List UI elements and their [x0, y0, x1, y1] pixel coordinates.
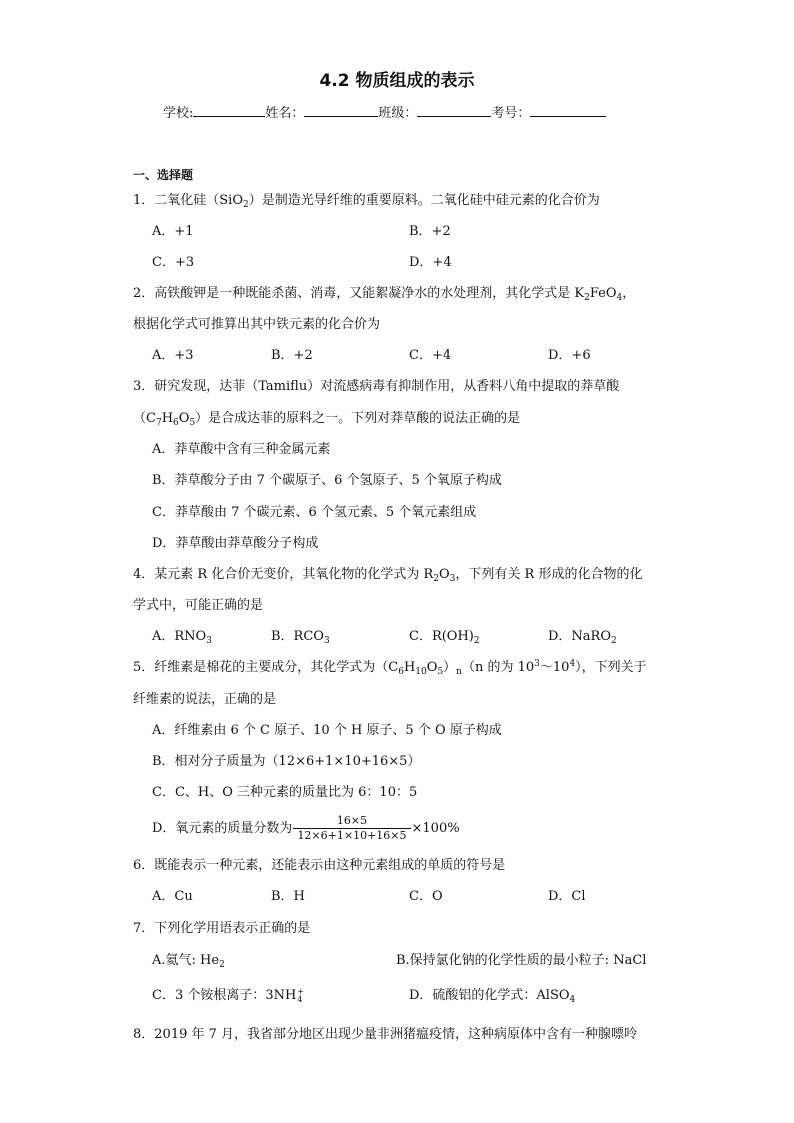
q4-sub2: 3	[449, 574, 456, 584]
q4-text: 4．某元素 R 化合价无变价，其氧化物的化学式为 R	[133, 567, 434, 582]
q7-a-text: A.氦气: He	[152, 953, 220, 968]
q6-option-d[interactable]: D．Cl	[548, 889, 586, 904]
q2-comma: ，	[622, 286, 636, 301]
question-7-stem: 7．下列化学用语表示正确的是	[133, 921, 311, 936]
q1-option-c[interactable]: C．+3	[152, 255, 195, 270]
q5-text: 5．纤维素是棉花的主要成分，其化学式为（C	[133, 660, 399, 675]
mass-fraction	[293, 814, 410, 843]
question-1-stem	[133, 192, 600, 210]
q5-option-d[interactable]	[152, 812, 460, 846]
q1-option-a[interactable]: A．+1	[152, 224, 194, 239]
q1-subscript: 2	[243, 200, 249, 210]
question-3-stem-line2	[133, 410, 520, 428]
q5-h: H	[403, 660, 416, 675]
q3-text: （C	[133, 411, 156, 426]
q3-sub2: 6	[173, 418, 179, 428]
q4-c-sub: 2	[473, 636, 480, 646]
q4-o: O	[438, 567, 450, 582]
q7-option-d[interactable]	[409, 987, 575, 1005]
q4-text-end: ，下列有关 R 形成的化合物的化	[455, 567, 643, 582]
q5-sub3: 5	[437, 667, 444, 677]
q4-option-c[interactable]	[409, 628, 480, 646]
q5-d-text: D．氧元素的质量分数为	[152, 821, 293, 836]
q1-option-b[interactable]: B．+2	[409, 224, 451, 239]
q5-o: O	[426, 660, 438, 675]
q4-a-text: A．RNO	[152, 629, 207, 644]
q5-option-a[interactable]: A．纤维素由 6 个 C 原子、10 个 H 原子、5 个 O 原子构成	[152, 723, 502, 738]
q3-option-a[interactable]: A．莽草酸中含有三种金属元素	[152, 442, 331, 457]
q3-sub1: 7	[155, 418, 162, 428]
school-blank[interactable]	[193, 103, 265, 117]
q3-h: H	[161, 411, 174, 426]
q5-sub2: 10	[415, 667, 427, 677]
q1-text-end: ）是制造光导纤维的重要原料。二氧化硅中硅元素的化合价为	[248, 193, 600, 208]
q5-sub-n: n	[456, 667, 462, 677]
q3-text-end: ）是合成达菲的原料之一。下列对莽草酸的说法正确的是	[195, 411, 521, 426]
q6-option-a[interactable]: A．Cu	[152, 889, 193, 904]
exam-number-blank[interactable]	[530, 103, 606, 117]
q5-d-percent: ×100%	[411, 821, 460, 836]
q4-b-text: B．RCO	[271, 629, 324, 644]
q4-option-a[interactable]	[152, 628, 212, 646]
q2-sub2: 4	[616, 293, 623, 303]
q4-option-b[interactable]	[271, 628, 330, 646]
exam-number-label: 考号：	[491, 106, 531, 121]
fraction-denominator: 12×6+1×10+16×5	[293, 828, 410, 843]
q3-o: O	[178, 411, 190, 426]
q2-option-c[interactable]: C．+4	[409, 348, 452, 363]
q2-formula: FeO	[589, 286, 617, 301]
q7-option-b[interactable]: B.保持氯化钠的化学性质的最小粒子: NaCl	[396, 953, 647, 968]
q1-text: 1．二氧化硅（SiO	[133, 193, 243, 208]
q4-a-sub: 3	[206, 636, 212, 646]
q7-c-sub: 4	[297, 994, 303, 1004]
q7-c-script	[297, 988, 304, 1004]
section-title: 一、选择题	[133, 168, 194, 182]
q4-d-sub: 2	[611, 636, 617, 646]
q4-option-d[interactable]	[548, 628, 617, 646]
q7-d-sub: 4	[569, 995, 576, 1005]
class-blank[interactable]	[417, 103, 491, 117]
fraction-numerator: 16×5	[336, 814, 368, 827]
question-8-stem-line1: 8．2019 年 7 月，我省部分地区出现少量非洲猪瘟疫情，这种病原体中含有一种腺嘌呤	[133, 1027, 638, 1042]
q2-text: 2．高铁酸钾是一种既能杀菌、消毒，又能絮凝净水的水处理剂，其化学式是 K	[133, 286, 585, 301]
q5-option-b[interactable]: B．相对分子质量为（12×6+1×10+16×5）	[152, 754, 421, 769]
q2-sub1: 2	[584, 293, 590, 303]
question-4-stem-line1	[133, 566, 642, 584]
q2-option-a[interactable]: A．+3	[152, 348, 194, 363]
q4-d-text: D．NaRO	[548, 629, 611, 644]
q5-text-end: ），下列关于	[575, 660, 647, 675]
q7-option-a[interactable]	[152, 952, 225, 970]
q7-d-text: D．硫酸铝的化学式：AlSO	[409, 988, 570, 1003]
name-blank[interactable]	[304, 103, 378, 117]
q6-option-b[interactable]: B．H	[271, 889, 305, 904]
q3-option-c[interactable]: C．莽草酸由 7 个碳元素、6 个氢元素、5 个氧元素组成	[152, 505, 477, 520]
question-5-stem-line1	[133, 659, 647, 677]
q5-range-text: （n 的为 10	[461, 660, 535, 675]
q1-option-d[interactable]: D．+4	[409, 255, 452, 270]
q6-option-c[interactable]: C．O	[409, 889, 443, 904]
name-label: 姓名：	[265, 106, 305, 121]
class-label: 班级：	[378, 106, 418, 121]
q7-option-c[interactable]	[152, 987, 304, 1005]
q7-c-text: C．3 个铵根离子：3NH	[152, 988, 297, 1003]
q5-sup2: 4	[569, 659, 576, 669]
question-5-stem-line2: 纤维素的说法，正确的是	[133, 692, 277, 707]
question-6-stem: 6．既能表示一种元素，还能表示由这种元素组成的单质的符号是	[133, 858, 506, 873]
q5-close: ）	[443, 660, 457, 675]
q7-a-sub: 2	[219, 960, 225, 970]
page-title: 4.2 物质组成的表示	[319, 71, 475, 91]
q5-sup1: 3	[534, 659, 540, 669]
q5-tilde: ～10	[539, 660, 570, 675]
q2-option-b[interactable]: B．+2	[271, 348, 313, 363]
question-2-stem-line2: 根据化学式可推算出其中铁元素的化合价为	[133, 317, 381, 332]
q4-b-sub: 3	[323, 636, 330, 646]
q2-option-d[interactable]: D．+6	[548, 348, 591, 363]
question-4-stem-line2: 学式中，可能正确的是	[133, 598, 264, 613]
question-2-stem-line1	[133, 285, 635, 303]
q5-sub1: 6	[398, 667, 404, 677]
q3-option-d[interactable]: D．莽草酸由莽草酸分子构成	[152, 536, 319, 551]
student-info-row	[163, 103, 606, 123]
question-3-stem-line1: 3．研究发现，达菲（Tamiflu）对流感病毒有抑制作用，从香料八角中提取的莽草酸	[133, 379, 620, 394]
q4-sub1: 2	[433, 574, 439, 584]
school-label: 学校:	[163, 106, 194, 121]
q5-option-c[interactable]: C．C、H、O 三种元素的质量比为 6：10：5	[152, 785, 418, 800]
q7-c-sup: +	[297, 986, 305, 996]
q3-option-b[interactable]: B．莽草酸分子由 7 个碳原子、6 个氢原子、5 个氧原子构成	[152, 473, 502, 488]
q3-sub3: 5	[189, 418, 196, 428]
q4-c-text: C．R(OH)	[409, 629, 474, 644]
